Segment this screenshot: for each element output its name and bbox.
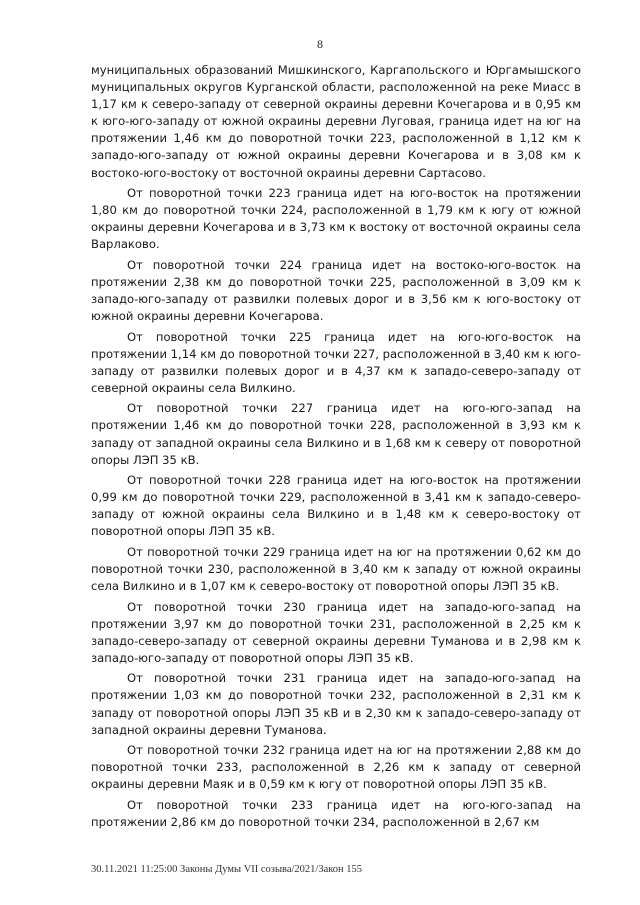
paragraph-point-231: От поворотной точки 231 граница идет на западо-юго-запад на протяжении 1,03 км до поворотной точки 232, расположенной в 2,31 км к западу от поворотной опоры ЛЭП 35 кВ и в 2,30 км к западо-северо-западу от западной окраины деревни Туманова. (91, 671, 581, 737)
paragraph-point-233: От поворотной точки 233 граница идет на юго-юго-запад на протяжении 2,86 км до поворотной точки 234, расположенной в 2,67 км (91, 797, 581, 829)
document-footer: 30.11.2021 11:25:00 Законы Думы VII созыва/2021/Закон 155 (91, 864, 363, 875)
paragraph-point-223: От поворотной точки 223 граница идет на юго-восток на протяжении 1,80 км до поворотной точки 224, расположенной в 1,79 км к югу от южной окраины деревни Кочегарова и в 3,73 км к востоку от восточной окраины села Варлаково. (91, 186, 581, 252)
paragraph-point-228: От поворотной точки 228 граница идет на юго-восток на протяжении 0,99 км до поворотной точки 229, расположенной в 3,41 км к западо-северо-западу от южной окраины села Вилкино и в 1,48 км к северо-востоку от поворотной опоры ЛЭП 35 кВ. (91, 473, 581, 539)
document-body (91, 62, 581, 834)
paragraph-point-229: От поворотной точки 229 граница идет на юг на протяжении 0,62 км до поворотной точки 230, расположенной в 3,40 км к западу от южной окраины села Вилкино и в 1,07 км к северо-востоку от поворотной опоры ЛЭП 35 кВ. (91, 544, 581, 594)
paragraph-point-225: От поворотной точки 225 граница идет на юго-юго-восток на протяжении 1,14 км до поворотной точки 227, расположенной в 3,40 км к юго-западу от развилки полевых дорог и в 4,37 км к западо-северо-западу от северной окраины села Вилкино. (91, 329, 581, 395)
page-number: 8 (317, 37, 323, 51)
paragraph-point-232: От поворотной точки 232 граница идет на юг на протяжении 2,88 км до поворотной точки 233, расположенной в 2,26 км к западу от северной окраины деревни Маяк и в 0,59 км к югу от поворотной опоры ЛЭП 35 кВ. (91, 743, 581, 792)
paragraph-point-227: От поворотной точки 227 граница идет на юго-юго-запад на протяжении 1,46 км до поворотной точки 228, расположенной в 3,93 км к западу от западной окраины села Вилкино и в 1,68 км к северу от поворотной опоры ЛЭП 35 кВ. (91, 401, 581, 467)
paragraph-continuation: муниципальных образований Мишкинского, Каргапольского и Юргамышского муниципальных округов Курганской области, расположенной на реке Миасс в 1,17 км к северо-западу от северной окраины деревни Кочегарова и в 0,95 км к юго-юго-западу от южной окраины деревни Луговая, граница идет на юг на протяжении 1,46 км до поворотной точки 223, расположенной в 1,12 км к западо-юго-западу от южной окраины деревни Кочегарова и в 3,08 км к востоко-юго-востоку от восточной окраины деревни Сартасово. (91, 63, 581, 180)
paragraph-point-224: От поворотной точки 224 граница идет на востоко-юго-восток на протяжении 2,38 км до поворотной точки 225, расположенной в 3,09 км к западо-юго-западу от развилки полевых дорог и в 3,56 км к юго-востоку от южной окраины деревни Кочегарова. (91, 257, 581, 324)
paragraph-point-230: От поворотной точки 230 граница идет на западо-юго-запад на протяжении 3,97 км до поворотной точки 231, расположенной в 2,25 км к западо-северо-западу от северной окраины деревни Туманова и в 2,98 км к западо-юго-западу от поворотной опоры ЛЭП 35 кВ. (91, 599, 581, 665)
